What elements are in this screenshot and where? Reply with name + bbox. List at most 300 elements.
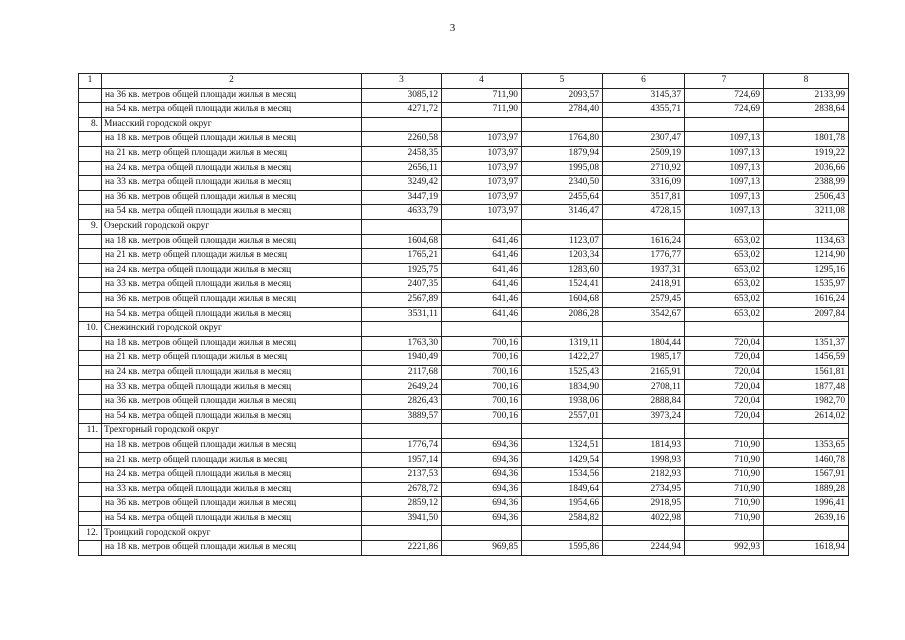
empty-cell [79, 482, 102, 497]
value-cell: 720,04 [685, 365, 764, 380]
district-row [79, 117, 849, 132]
value-cell: 1134,63 [764, 234, 849, 249]
value-cell: 694,36 [442, 438, 522, 453]
empty-cell [442, 424, 522, 439]
empty-cell [79, 336, 102, 351]
value-cell: 641,46 [442, 292, 522, 307]
value-cell: 1834,90 [522, 380, 603, 395]
table-row [79, 468, 849, 483]
table-row [79, 278, 849, 293]
value-cell: 1214,90 [764, 249, 849, 264]
table-row [79, 205, 849, 220]
table-row [79, 336, 849, 351]
empty-cell [79, 395, 102, 410]
value-cell: 2614,02 [764, 409, 849, 424]
value-cell: 2678,72 [362, 482, 442, 497]
empty-cell [603, 219, 685, 234]
value-cell: 3085,12 [362, 88, 442, 103]
row-label: на 54 кв. метра общей площади жилья в месяц [102, 511, 362, 526]
value-cell: 1319,11 [522, 336, 603, 351]
value-cell: 700,16 [442, 380, 522, 395]
empty-cell [522, 219, 603, 234]
value-cell: 720,04 [685, 395, 764, 410]
value-cell: 1814,93 [603, 438, 685, 453]
value-cell: 1123,07 [522, 234, 603, 249]
table-row [79, 146, 849, 161]
row-label: на 33 кв. метра общей площади жилья в месяц [102, 482, 362, 497]
value-cell: 1097,13 [685, 161, 764, 176]
row-label: на 54 кв. метра общей площади жилья в месяц [102, 409, 362, 424]
value-cell: 969,85 [442, 541, 522, 556]
value-cell: 1351,37 [764, 336, 849, 351]
empty-cell [685, 219, 764, 234]
row-label: на 36 кв. метров общей площади жилья в месяц [102, 395, 362, 410]
value-cell: 641,46 [442, 234, 522, 249]
value-cell: 2340,50 [522, 176, 603, 191]
row-label: на 21 кв. метр общей площади жилья в месяц [102, 249, 362, 264]
value-cell: 3145,37 [603, 88, 685, 103]
table-row [79, 497, 849, 512]
column-header: 6 [603, 74, 685, 89]
empty-cell [79, 453, 102, 468]
table-row [79, 541, 849, 556]
table-row [79, 234, 849, 249]
empty-cell [79, 438, 102, 453]
table-row [79, 438, 849, 453]
value-cell: 1353,65 [764, 438, 849, 453]
row-label: на 54 кв. метра общей площади жилья в месяц [102, 205, 362, 220]
value-cell: 2584,82 [522, 511, 603, 526]
value-cell: 1595,86 [522, 541, 603, 556]
empty-cell [79, 511, 102, 526]
value-cell: 1097,13 [685, 205, 764, 220]
value-cell: 2036,66 [764, 161, 849, 176]
empty-cell [362, 219, 442, 234]
value-cell: 2567,89 [362, 292, 442, 307]
empty-cell [603, 322, 685, 337]
empty-cell [79, 176, 102, 191]
value-cell: 710,90 [685, 438, 764, 453]
empty-cell [603, 526, 685, 541]
value-cell: 2888,84 [603, 395, 685, 410]
value-cell: 1925,75 [362, 263, 442, 278]
empty-cell [764, 424, 849, 439]
value-cell: 2244,94 [603, 541, 685, 556]
column-header: 2 [102, 74, 362, 89]
row-label: на 21 кв. метр общей площади жилья в месяц [102, 351, 362, 366]
value-cell: 2509,19 [603, 146, 685, 161]
value-cell: 3316,09 [603, 176, 685, 191]
value-cell: 700,16 [442, 395, 522, 410]
district-name: Миасский городской округ [102, 117, 362, 132]
empty-cell [685, 322, 764, 337]
value-cell: 1456,59 [764, 351, 849, 366]
value-cell: 1460,78 [764, 453, 849, 468]
value-cell: 1525,43 [522, 365, 603, 380]
value-cell: 3517,81 [603, 190, 685, 205]
column-number-row [79, 74, 849, 89]
table-row [79, 161, 849, 176]
empty-cell [362, 117, 442, 132]
value-cell: 2097,84 [764, 307, 849, 322]
district-number: 9. [79, 219, 102, 234]
value-cell: 653,02 [685, 263, 764, 278]
value-cell: 1567,91 [764, 468, 849, 483]
row-label: на 24 кв. метра общей площади жилья в месяц [102, 263, 362, 278]
value-cell: 694,36 [442, 468, 522, 483]
value-cell: 710,90 [685, 453, 764, 468]
value-cell: 653,02 [685, 249, 764, 264]
empty-cell [362, 424, 442, 439]
value-cell: 1801,78 [764, 132, 849, 147]
value-cell: 4633,79 [362, 205, 442, 220]
value-cell: 700,16 [442, 336, 522, 351]
page-number: 3 [449, 22, 456, 34]
row-label: на 24 кв. метра общей площади жилья в месяц [102, 365, 362, 380]
empty-cell [362, 322, 442, 337]
empty-cell [764, 322, 849, 337]
empty-cell [79, 146, 102, 161]
value-cell: 653,02 [685, 234, 764, 249]
column-header: 7 [685, 74, 764, 89]
value-cell: 720,04 [685, 380, 764, 395]
column-header: 8 [764, 74, 849, 89]
value-cell: 641,46 [442, 278, 522, 293]
value-cell: 3889,57 [362, 409, 442, 424]
value-cell: 1073,97 [442, 161, 522, 176]
column-header: 3 [362, 74, 442, 89]
value-cell: 2455,64 [522, 190, 603, 205]
empty-cell [522, 424, 603, 439]
value-cell: 2557,01 [522, 409, 603, 424]
value-cell: 1765,21 [362, 249, 442, 264]
value-cell: 2093,57 [522, 88, 603, 103]
table-row [79, 351, 849, 366]
value-cell: 1982,70 [764, 395, 849, 410]
value-cell: 653,02 [685, 278, 764, 293]
value-cell: 2708,11 [603, 380, 685, 395]
value-cell: 1940,49 [362, 351, 442, 366]
empty-cell [603, 117, 685, 132]
value-cell: 1073,97 [442, 190, 522, 205]
value-cell: 1849,64 [522, 482, 603, 497]
value-cell: 1998,93 [603, 453, 685, 468]
value-cell: 1203,34 [522, 249, 603, 264]
row-label: на 33 кв. метра общей площади жилья в месяц [102, 176, 362, 191]
value-cell: 641,46 [442, 249, 522, 264]
value-cell: 694,36 [442, 453, 522, 468]
value-cell: 1919,22 [764, 146, 849, 161]
value-cell: 720,04 [685, 336, 764, 351]
value-cell: 3973,24 [603, 409, 685, 424]
value-cell: 694,36 [442, 511, 522, 526]
district-row [79, 526, 849, 541]
value-cell: 1804,44 [603, 336, 685, 351]
value-cell: 2710,92 [603, 161, 685, 176]
value-cell: 1985,17 [603, 351, 685, 366]
empty-cell [79, 409, 102, 424]
row-label: на 21 кв. метр общей площади жилья в месяц [102, 453, 362, 468]
row-label: на 54 кв. метра общей площади жилья в месяц [102, 103, 362, 118]
empty-cell [79, 307, 102, 322]
value-cell: 1097,13 [685, 176, 764, 191]
value-cell: 2838,64 [764, 103, 849, 118]
table-row [79, 511, 849, 526]
table-row [79, 453, 849, 468]
value-cell: 2826,43 [362, 395, 442, 410]
empty-cell [442, 117, 522, 132]
value-cell: 1618,94 [764, 541, 849, 556]
value-cell: 2656,11 [362, 161, 442, 176]
value-cell: 3211,08 [764, 205, 849, 220]
value-cell: 3249,42 [362, 176, 442, 191]
value-cell: 2307,47 [603, 132, 685, 147]
value-cell: 2165,91 [603, 365, 685, 380]
row-label: на 33 кв. метра общей площади жилья в месяц [102, 278, 362, 293]
table-row [79, 249, 849, 264]
value-cell: 3447,19 [362, 190, 442, 205]
table-row [79, 482, 849, 497]
value-cell: 710,90 [685, 482, 764, 497]
value-cell: 720,04 [685, 409, 764, 424]
value-cell: 694,36 [442, 482, 522, 497]
empty-cell [79, 541, 102, 556]
value-cell: 2859,12 [362, 497, 442, 512]
value-cell: 3531,11 [362, 307, 442, 322]
empty-cell [79, 351, 102, 366]
value-cell: 1764,80 [522, 132, 603, 147]
value-cell: 1535,97 [764, 278, 849, 293]
table-row [79, 263, 849, 278]
value-cell: 1604,68 [362, 234, 442, 249]
table-row [79, 380, 849, 395]
value-cell: 2918,95 [603, 497, 685, 512]
table-row [79, 307, 849, 322]
row-label: на 36 кв. метров общей площади жилья в месяц [102, 292, 362, 307]
value-cell: 1422,27 [522, 351, 603, 366]
table-row [79, 365, 849, 380]
value-cell: 2579,45 [603, 292, 685, 307]
value-cell: 1877,48 [764, 380, 849, 395]
value-cell: 694,36 [442, 497, 522, 512]
value-cell: 2260,58 [362, 132, 442, 147]
value-cell: 711,90 [442, 88, 522, 103]
value-cell: 1524,41 [522, 278, 603, 293]
value-cell: 1938,06 [522, 395, 603, 410]
column-header: 1 [79, 74, 102, 89]
value-cell: 1097,13 [685, 146, 764, 161]
value-cell: 1616,24 [764, 292, 849, 307]
empty-cell [79, 249, 102, 264]
empty-cell [522, 322, 603, 337]
value-cell: 1776,74 [362, 438, 442, 453]
row-label: на 18 кв. метров общей площади жилья в месяц [102, 438, 362, 453]
value-cell: 1073,97 [442, 176, 522, 191]
row-label: на 18 кв. метров общей площади жилья в месяц [102, 132, 362, 147]
empty-cell [362, 526, 442, 541]
value-cell: 653,02 [685, 307, 764, 322]
empty-cell [79, 190, 102, 205]
empty-cell [685, 117, 764, 132]
value-cell: 1776,77 [603, 249, 685, 264]
empty-cell [79, 380, 102, 395]
empty-cell [79, 234, 102, 249]
value-cell: 1073,97 [442, 205, 522, 220]
value-cell: 2784,40 [522, 103, 603, 118]
value-cell: 1073,97 [442, 146, 522, 161]
tariff-table [78, 73, 849, 556]
value-cell: 1429,54 [522, 453, 603, 468]
value-cell: 653,02 [685, 292, 764, 307]
row-label: на 24 кв. метра общей площади жилья в месяц [102, 161, 362, 176]
value-cell: 2639,16 [764, 511, 849, 526]
row-label: на 18 кв. метров общей площади жилья в месяц [102, 336, 362, 351]
row-label: на 36 кв. метров общей площади жилья в месяц [102, 88, 362, 103]
value-cell: 1879,94 [522, 146, 603, 161]
value-cell: 2506,43 [764, 190, 849, 205]
empty-cell [79, 278, 102, 293]
empty-cell [79, 132, 102, 147]
value-cell: 2117,68 [362, 365, 442, 380]
value-cell: 711,90 [442, 103, 522, 118]
value-cell: 1073,97 [442, 132, 522, 147]
row-label: на 33 кв. метра общей площади жилья в месяц [102, 380, 362, 395]
empty-cell [764, 526, 849, 541]
empty-cell [764, 219, 849, 234]
value-cell: 710,90 [685, 497, 764, 512]
value-cell: 1295,16 [764, 263, 849, 278]
table-body [79, 74, 849, 556]
district-number: 12. [79, 526, 102, 541]
value-cell: 2182,93 [603, 468, 685, 483]
district-row [79, 219, 849, 234]
empty-cell [79, 468, 102, 483]
empty-cell [442, 526, 522, 541]
value-cell: 2388,99 [764, 176, 849, 191]
row-label: на 36 кв. метров общей площади жилья в месяц [102, 190, 362, 205]
table-row [79, 292, 849, 307]
value-cell: 1616,24 [603, 234, 685, 249]
district-row [79, 322, 849, 337]
district-name: Озерский городской округ [102, 219, 362, 234]
empty-cell [79, 205, 102, 220]
column-header: 4 [442, 74, 522, 89]
value-cell: 724,69 [685, 88, 764, 103]
value-cell: 2458,35 [362, 146, 442, 161]
value-cell: 4022,98 [603, 511, 685, 526]
value-cell: 1561,81 [764, 365, 849, 380]
empty-cell [79, 161, 102, 176]
empty-cell [685, 526, 764, 541]
value-cell: 2407,35 [362, 278, 442, 293]
value-cell: 724,69 [685, 103, 764, 118]
value-cell: 1889,28 [764, 482, 849, 497]
empty-cell [79, 365, 102, 380]
row-label: на 36 кв. метров общей площади жилья в месяц [102, 497, 362, 512]
empty-cell [79, 88, 102, 103]
value-cell: 1937,31 [603, 263, 685, 278]
district-name: Снежинский городской округ [102, 322, 362, 337]
value-cell: 1283,60 [522, 263, 603, 278]
value-cell: 2649,24 [362, 380, 442, 395]
empty-cell [764, 117, 849, 132]
empty-cell [603, 424, 685, 439]
value-cell: 4355,71 [603, 103, 685, 118]
column-header: 5 [522, 74, 603, 89]
value-cell: 710,90 [685, 511, 764, 526]
value-cell: 1954,66 [522, 497, 603, 512]
empty-cell [79, 292, 102, 307]
value-cell: 1097,13 [685, 190, 764, 205]
empty-cell [442, 322, 522, 337]
value-cell: 1763,30 [362, 336, 442, 351]
empty-cell [442, 219, 522, 234]
district-number: 11. [79, 424, 102, 439]
row-label: на 18 кв. метров общей площади жилья в месяц [102, 234, 362, 249]
table-row [79, 409, 849, 424]
value-cell: 720,04 [685, 351, 764, 366]
value-cell: 2137,53 [362, 468, 442, 483]
row-label: на 18 кв. метров общей площади жилья в месяц [102, 541, 362, 556]
value-cell: 2418,91 [603, 278, 685, 293]
value-cell: 2734,95 [603, 482, 685, 497]
value-cell: 2221,86 [362, 541, 442, 556]
table-row [79, 190, 849, 205]
value-cell: 992,93 [685, 541, 764, 556]
table-row [79, 103, 849, 118]
table-row [79, 176, 849, 191]
value-cell: 1097,13 [685, 132, 764, 147]
value-cell: 1995,08 [522, 161, 603, 176]
value-cell: 700,16 [442, 409, 522, 424]
row-label: на 21 кв. метр общей площади жилья в месяц [102, 146, 362, 161]
table-row [79, 395, 849, 410]
row-label: на 54 кв. метра общей площади жилья в месяц [102, 307, 362, 322]
value-cell: 3542,67 [603, 307, 685, 322]
value-cell: 4728,15 [603, 205, 685, 220]
value-cell: 1996,41 [764, 497, 849, 512]
value-cell: 4271,72 [362, 103, 442, 118]
row-label: на 24 кв. метра общей площади жилья в месяц [102, 468, 362, 483]
value-cell: 641,46 [442, 263, 522, 278]
value-cell: 1324,51 [522, 438, 603, 453]
value-cell: 710,90 [685, 468, 764, 483]
value-cell: 2086,28 [522, 307, 603, 322]
empty-cell [522, 117, 603, 132]
district-row [79, 424, 849, 439]
district-name: Трехгорный городской округ [102, 424, 362, 439]
value-cell: 1604,68 [522, 292, 603, 307]
value-cell: 1957,14 [362, 453, 442, 468]
empty-cell [79, 497, 102, 512]
value-cell: 1534,56 [522, 468, 603, 483]
value-cell: 2133,99 [764, 88, 849, 103]
table-row [79, 88, 849, 103]
empty-cell [79, 103, 102, 118]
value-cell: 3941,50 [362, 511, 442, 526]
district-number: 8. [79, 117, 102, 132]
empty-cell [522, 526, 603, 541]
empty-cell [79, 263, 102, 278]
value-cell: 700,16 [442, 351, 522, 366]
value-cell: 3146,47 [522, 205, 603, 220]
table-row [79, 132, 849, 147]
district-name: Троицкий городской округ [102, 526, 362, 541]
value-cell: 700,16 [442, 365, 522, 380]
district-number: 10. [79, 322, 102, 337]
empty-cell [685, 424, 764, 439]
value-cell: 641,46 [442, 307, 522, 322]
